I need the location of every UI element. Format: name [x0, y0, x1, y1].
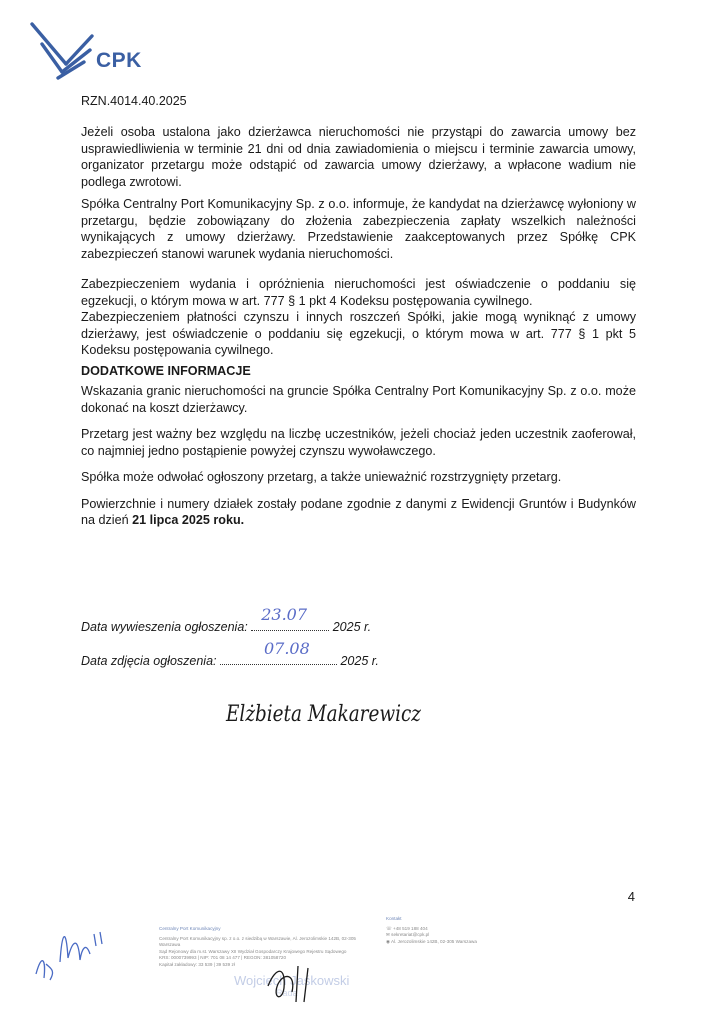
mail-icon: ✉ — [386, 932, 392, 938]
posted-date-label: Data wywieszenia ogłoszenia: — [81, 620, 252, 634]
paragraph-rent-security: Zabezpieczeniem płatności czynszu i innych roszczeń Spółki, jakie mogą wyniknąć z umowy dzierżawy, jest oświadczenie o poddaniu się egzekucji, o którym mowa w art. 777 § 1 pkt 5 Kodeksu postępowania cywilnego. — [81, 310, 636, 357]
posted-date-line — [81, 605, 372, 634]
footer-address — [386, 939, 516, 946]
footer-address-text: Al. Jerozolimskie 142B, 02-305 Warszawa — [391, 938, 477, 944]
paragraph-boundaries: Wskazania granic nieruchomości na gruncie Spółka Centralny Port Komunikacyjny Sp. z o.o. może dokonać na koszt dzierżawcy. — [81, 384, 636, 415]
faded-stamp-role: Rada — [276, 988, 298, 998]
footer-contact-heading: Kontakt — [386, 916, 402, 921]
page-number: 4 — [627, 889, 635, 904]
removed-date-value: 07.08 — [263, 639, 310, 658]
stamp-signature-icon — [262, 958, 332, 1008]
paragraph-cancellation: Spółka może odwołać ogłoszony przetarg, a także unieważnić rozstrzygnięty przetarg. — [81, 470, 562, 484]
paragraph-security: Spółka Centralny Port Komunikacyjny Sp. z o.o. informuje, że kandydat na dzierżawcę wyłoniony w przetargu, będzie zobowiązany do złożenia zabezpieczenia zapłaty wszelkich należności wynikających z umowy dzierżawy. Przedstawienie zaakceptowanych przez Spółkę CPK zabezpieczeń stanowi warunek wydania nieruchomości. — [81, 197, 636, 261]
signature — [224, 693, 424, 733]
footer-company-line: Kapitał zakładowy: 33 539 | 39 539 zł — [159, 961, 235, 967]
footer-phone — [386, 926, 516, 933]
footer-company-line: KRS: 0000739993 | NIP: 701 08 14 477 | REGON: 381058720 — [159, 955, 287, 961]
footer-company-line: Centralny Port Komunikacyjny sp. z o.o. z siedzibą w Warszawie, Al. Jerozolimskie 142B, 02-305 Warszawa — [159, 935, 356, 948]
paragraph-register-date — [81, 496, 636, 529]
logo-text: CPK — [96, 49, 142, 72]
register-text: Powierzchnie i numery działek zostały podane zgodnie z danymi z Ewidencji Gruntów i Budynków na dzień — [81, 496, 636, 527]
signature-text: Elżbieta Makarewicz — [225, 702, 422, 727]
posted-date-suffix: 2025 r. — [329, 620, 372, 634]
posted-date-value: 23.07 — [261, 605, 308, 624]
section-heading: DODATKOWE INFORMACJE — [81, 363, 251, 378]
removed-date-label: Data zdjęcia ogłoszenia: — [81, 654, 220, 668]
removed-date-suffix: 2025 r. — [336, 654, 379, 668]
paragraph-validity: Przetarg jest ważny bez względu na liczbę uczestników, jeżeli chociaż jeden uczestnik zaoferował, co najmniej jedno postąpienie powyżej czynszu wywoławczego. — [81, 427, 636, 458]
register-date: 21 lipca 2025 roku. — [132, 513, 245, 527]
removed-date-line — [81, 639, 379, 668]
reference-number: RZN.4014.40.2025 — [81, 94, 187, 108]
footer-contact — [386, 916, 516, 945]
paragraph-withdrawal: Jeżeli osoba ustalona jako dzierżawca nieruchomości nie przystąpi do zawarcia umowy bez usprawiedliwienia w terminie 21 dni od dnia zawiadomienia o miejscu i terminie zawarcia umowy, organizator przetargu może odstąpić od zawarcia umowy dzierżawy, a wpłacone wadium nie podlega zwrotowi. — [81, 125, 636, 189]
paragraph-release-security: Zabezpieczeniem wydania i opróżnienia nieruchomości jest oświadczenie o poddaniu się egzekucji, o którym mowa w art. 777 § 1 pkt 4 Kodeksu postępowania cywilnego. — [81, 277, 636, 308]
footer-email — [386, 932, 516, 939]
faded-stamp-name: Wojciech Jaśkowski — [234, 973, 350, 988]
phone-icon: ☏ — [386, 925, 394, 931]
footer-email-text: sekretariat@cpk.pl — [391, 932, 430, 938]
document-body — [81, 124, 636, 529]
initials-scribble-icon — [32, 912, 112, 987]
footer-phone-text: +48 519 188 404 — [393, 925, 428, 931]
location-icon: ◉ — [386, 938, 392, 944]
footer-company-heading: Centralny Port Komunikacyjny — [159, 926, 221, 931]
footer-company-line: Sąd Rejonowy dla m.st. Warszawy XII Wydział Gospodarczy Krajowego Rejestru Sądowego — [159, 948, 347, 954]
